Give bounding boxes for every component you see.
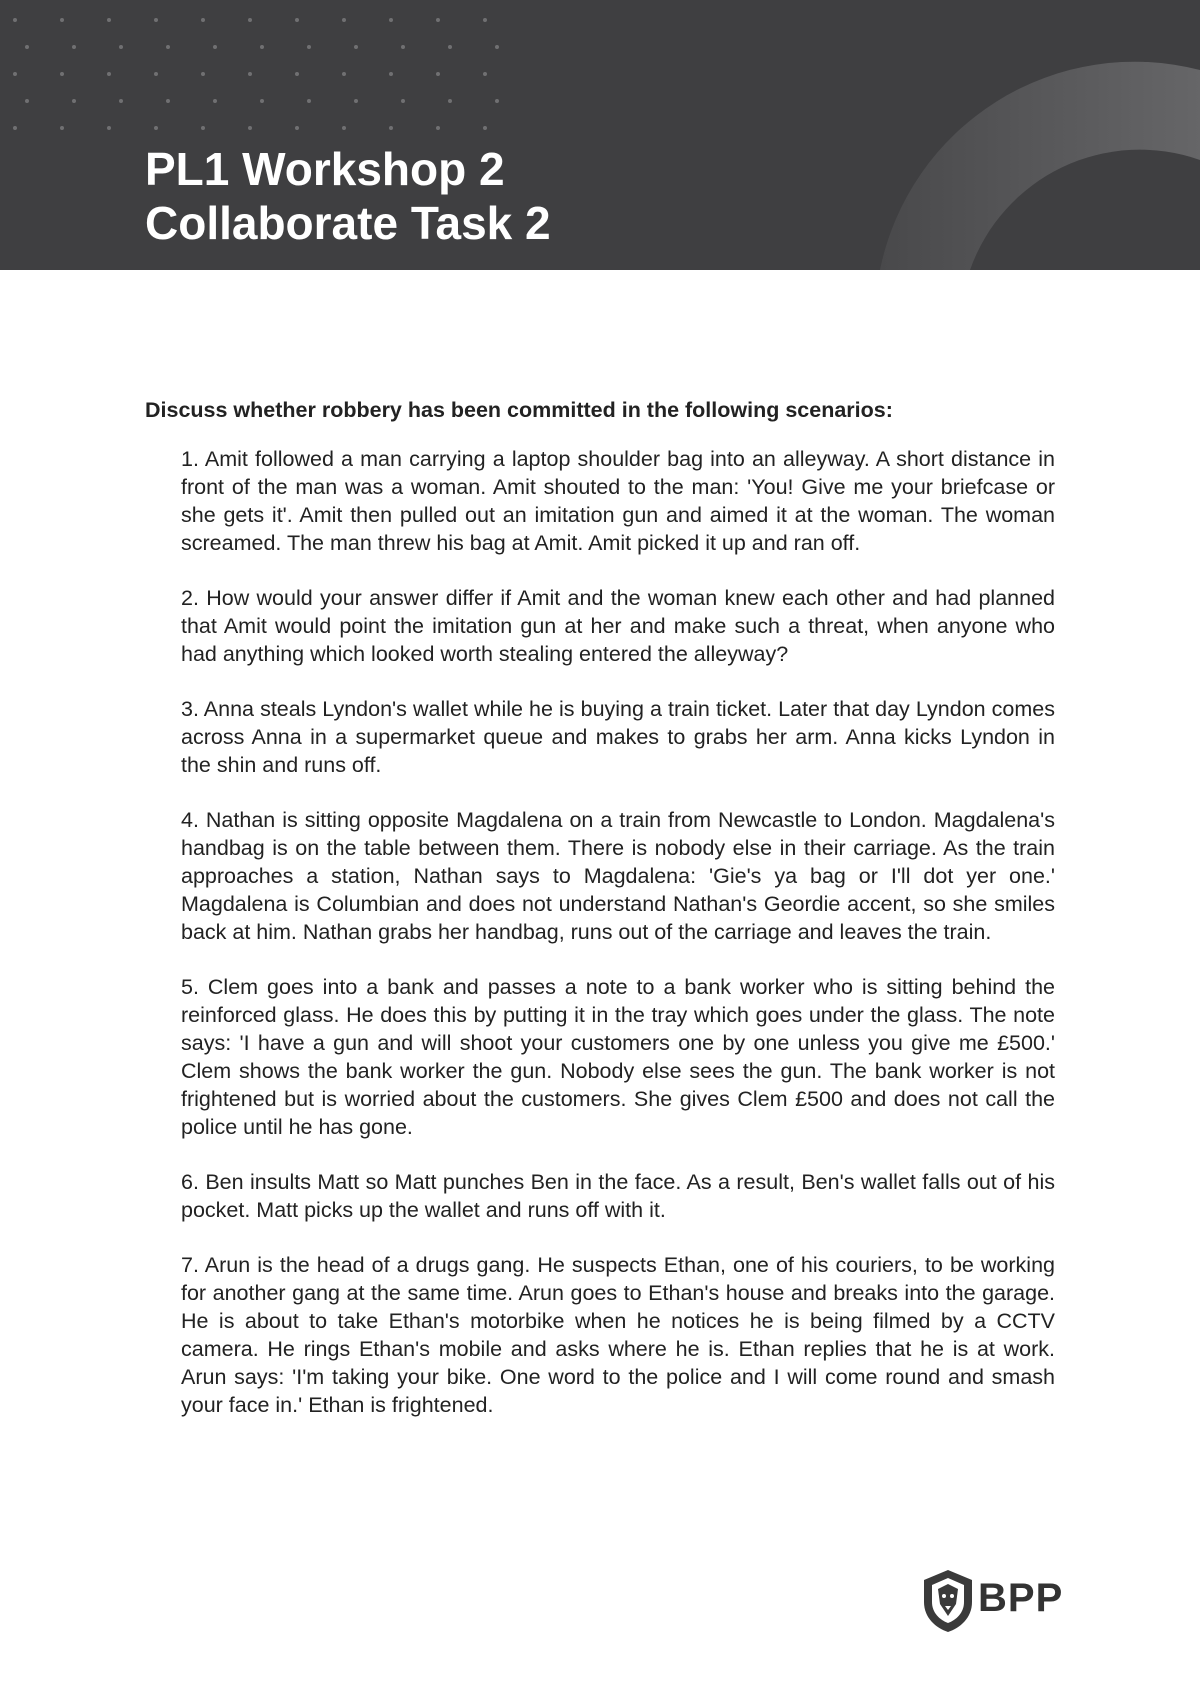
scenario-item: 2. How would your answer differ if Amit and the woman knew each other and had planned that Amit would point the imitation gun at her and make such a threat, when anyone who had anything which looked worth stealing entered the alleyway? [181, 586, 1055, 666]
decor-dot [154, 126, 158, 130]
decor-dot [260, 99, 264, 103]
decor-dot [60, 18, 64, 22]
decor-dot [401, 45, 405, 49]
decor-dot [25, 45, 29, 49]
decor-dot [72, 45, 76, 49]
decor-dot [107, 126, 111, 130]
decor-dot [307, 99, 311, 103]
decor-dot [448, 99, 452, 103]
decor-dot [248, 72, 252, 76]
decor-dot [154, 18, 158, 22]
decor-dot [60, 72, 64, 76]
decor-dot [154, 72, 158, 76]
decor-dot [25, 99, 29, 103]
decor-dot [60, 126, 64, 130]
scenario-item: 1. Amit followed a man carrying a laptop shoulder bag into an alleyway. A short distance in front of the man was a woman. Amit shouted to the man: 'You! Give me your briefcase or she gets it'. Amit then pulled out an imitation gun and aimed it at the woman. The woman screamed. The man threw his bag at Amit. Amit picked it up and ran off. [181, 447, 1055, 555]
scenario-list [145, 445, 1055, 1419]
decor-dot [307, 45, 311, 49]
decor-dot [295, 72, 299, 76]
decor-dot [119, 45, 123, 49]
decor-dot [342, 72, 346, 76]
decor-dot [389, 126, 393, 130]
decor-dot [119, 99, 123, 103]
task-prompt: Discuss whether robbery has been committed in the following scenarios: [145, 398, 893, 422]
decor-dot [248, 18, 252, 22]
decor-dot [213, 45, 217, 49]
decor-dot [495, 45, 499, 49]
decor-dot [107, 72, 111, 76]
decor-dot [248, 126, 252, 130]
decor-dot [13, 126, 17, 130]
decor-dot [13, 18, 17, 22]
decor-dot [342, 126, 346, 130]
decor-dot [295, 126, 299, 130]
decor-dot [295, 18, 299, 22]
main-content [145, 395, 1055, 1446]
decor-dot [166, 99, 170, 103]
decor-dot [201, 18, 205, 22]
decor-dot [201, 126, 205, 130]
decor-dot [72, 99, 76, 103]
decor-dot [166, 45, 170, 49]
decor-dot [389, 18, 393, 22]
decor-dot [213, 99, 217, 103]
decor-dot [436, 72, 440, 76]
page-title [145, 142, 551, 250]
decor-dot [13, 72, 17, 76]
decor-dot [483, 126, 487, 130]
decor-dot [342, 18, 346, 22]
scenario-item: 7. Arun is the head of a drugs gang. He suspects Ethan, one of his couriers, to be working for another gang at the same time. Arun goes to Ethan's house and breaks into the garage. He is about to take Ethan's motorbike when he notices he is being filmed by a CCTV camera. He rings Ethan's mobile and asks where he is. Ethan replies that he is at work. Arun says: 'I'm taking your bike. One word to the police and I will come round and smash your face in.' Ethan is frightened. [181, 1253, 1055, 1417]
scenario-item: 4. Nathan is sitting opposite Magdalena on a train from Newcastle to London. Magdalena's handbag is on the table between them. There is nobody else in their carriage. As the train approaches a station, Nathan says to Magdalena: 'Gie's ya bag or I'll dot yer one.' Magdalena is Columbian and does not understand Nathan's Geordie accent, so she smiles back at him. Nathan grabs her handbag, runs out of the carriage and leaves the train. [181, 808, 1055, 944]
decor-dot [436, 126, 440, 130]
logo-text: BPP [978, 1576, 1064, 1620]
title-line-1: PL1 Workshop 2 [145, 143, 505, 195]
decor-dot [354, 45, 358, 49]
decor-dot [495, 99, 499, 103]
bpp-logo [920, 1568, 1064, 1638]
decor-dot [201, 72, 205, 76]
lion-shield-icon [920, 1568, 976, 1634]
decor-dot [448, 45, 452, 49]
header-banner [0, 0, 1200, 270]
scenario-item: 6. Ben insults Matt so Matt punches Ben in the face. As a result, Ben's wallet falls out of his pocket. Matt picks up the wallet and runs off with it. [181, 1170, 1055, 1222]
decor-dot [436, 18, 440, 22]
decor-dot [483, 18, 487, 22]
decor-dot [107, 18, 111, 22]
decor-dot [483, 72, 487, 76]
title-line-2: Collaborate Task 2 [145, 197, 551, 249]
decor-dot [389, 72, 393, 76]
decor-dot [260, 45, 264, 49]
scenario-item: 5. Clem goes into a bank and passes a note to a bank worker who is sitting behind the reinforced glass. He does this by putting it in the tray which goes under the glass. The note says: 'I have a gun and will shoot your customers one by one unless you give me £500.' Clem shows the bank worker the gun. Nobody else sees the gun. The bank worker is not frightened but is worried about the customers. She gives Clem £500 and does not call the police until he has gone. [181, 975, 1055, 1139]
decor-dot [354, 99, 358, 103]
decor-dot [401, 99, 405, 103]
scenario-item: 3. Anna steals Lyndon's wallet while he is buying a train ticket. Later that day Lyndon comes across Anna in a supermarket queue and makes to grabs her arm. Anna kicks Lyndon in the shin and runs off. [181, 697, 1055, 777]
